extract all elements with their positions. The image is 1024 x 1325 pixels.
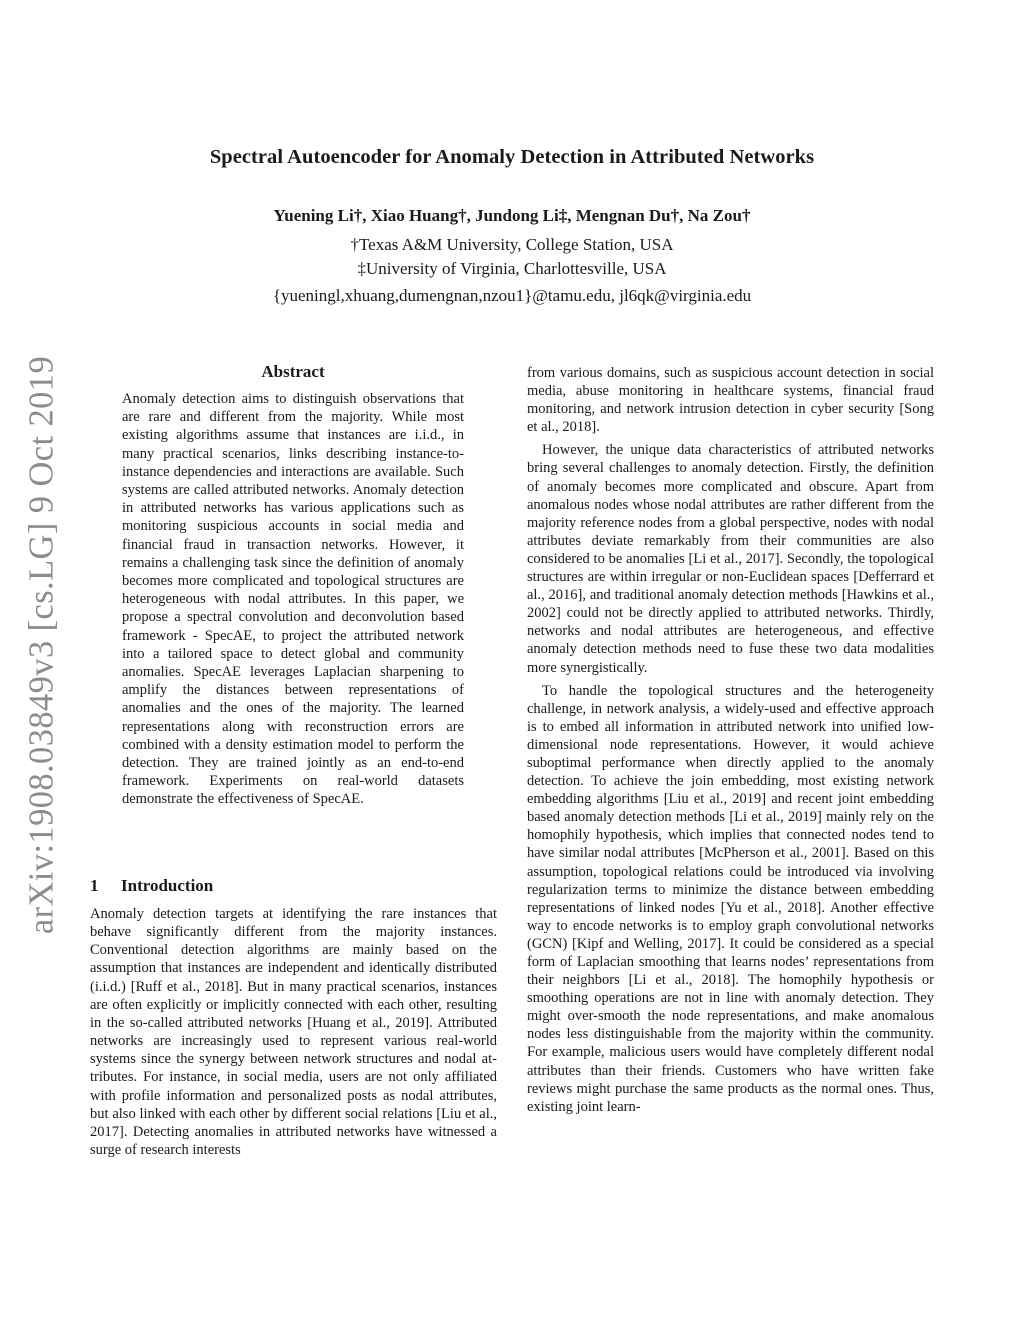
section-heading-introduction (90, 876, 213, 896)
author-emails: {yueningl,xhuang,dumengnan,nzou1}@tamu.edu, jl6qk@virginia.edu (272, 286, 752, 305)
section-title: Introduction (121, 876, 214, 895)
affiliation-tamu: †Texas A&M University, College Station, USA (350, 235, 674, 254)
right-column (527, 364, 934, 1116)
affiliation-uva: ‡University of Virginia, Charlottesville, USA (357, 259, 667, 278)
intro-paragraph-embedding: To handle the topological structures and the heterogeneity challenge, in network analysis, a widely-used and effective approach is to embed all information in attributed network into unified low-dimensional node representations. However, it would achieve suboptimal performance when directly applied to the anomaly detection. To achieve the join embedding, most existing network embedding algorithms [Liu et al., 2019] and recent joint embedding based anomaly detection methods [Li et al., 2019] mainly rely on the homophily hypothesis, which implies that connected nodes tend to have similar nodal attributes [McPherson et al., 2001]. Based on this assumption, topological relations could be introduced via involving regularization terms to minimize the distance between embedding representations of linked nodes [Yu et al., 2018]. Another effective way to encode networks is to employ graph convolutional networks (GCN) [Kipf and Welling, 2017]. It could be considered as a special form of Laplacian smoothing that learns nodes’ representations from their neighbors [Li et al., 2018]. The homophily hypothesis or smoothing operations are not in line with anomaly detection. They might over-smooth the node representations, and make anomalous nodes less distinguishable from the majority within the community. For example, malicious users would have completely different nodal attributes than their friends. Customers who have written fake reviews might purchase the same products as the normal ones. Thus, existing joint learn- (527, 682, 934, 1115)
intro-paragraph: Anomaly detection targets at identifying the rare instances that behave significantly different from the majority instances. Conventional detection algorithms are mainly based on the assumption that instances are independent and identically distributed (i.i.d.) [Ruff et al., 2018]. But in many practical scenarios, instances are often explicitly or implicitly connected with each other, resulting in the so-called attributed networks [Huang et al., 2019]. Attributed networks are increasingly used to represent various real-world systems since the synergy between network structures and nodal attributes. For instance, in social media, users are not only affiliated with profile information and personalized posts as nodal attributes, but also linked with each other by different social relations [Liu et al., 2017]. Detecting anomalies in attributed networks have witnessed a surge of research interests (90, 906, 497, 1159)
introduction-left-column (90, 905, 497, 1159)
intro-paragraph-challenges: However, the unique data characteristics of attributed networks bring several challenges to anomaly detection. Firstly, the definition of anomaly becomes more complicated and obscure. Apart from anomalous nodes whose nodal attributes are rather different from the majority reference nodes from a global perspective, nodes with nodal attributes deviate remarkably from their communities are also considered to be anomalies [Li et al., 2017]. Secondly, the topological structures are within irregular or non-Euclidean spaces [Defferrard et al., 2016], and traditional anomaly detection methods [Hawkins et al., 2002] could not be directly applied to attributed networks. Thirdly, networks and nodal attributes are heterogeneous, and effective anomaly detection methods need to fuse these two data modalities more synergistically. (527, 442, 934, 676)
abstract-paragraph: Anomaly detection aims to distinguish observations that are rare and different from the majority. While most existing algorithms assume that instances are i.i.d., in many practical scenarios, links describing instance-to-instance dependencies and interactions are available. Such systems are called attributed networks. Anomaly detection in attributed networks has various applications such as monitoring suspicious accounts in social media and financial fraud in transaction networks. However, it remains a challenging task since the definition of anomaly becomes more complicated and topological structures are heterogeneous with nodal attributes. In this paper, we propose a spectral convolution and deconvolution based framework - SpecAE, to project the attributed network into a tailored space to detect global and community anomalies. SpecAE leverages Laplacian sharpening to amplify the distances between representations of anomalies and the ones of the majority. The learned representations along with reconstruction errors are combined with a density estimation model to perform the detection. They are trained jointly as an end-to-end framework. Experiments on real-world datasets demonstrate the effectiveness of SpecAE. (122, 391, 464, 808)
paper-title: Spectral Autoencoder for Anomaly Detection in Attributed Networks (209, 146, 815, 168)
author-list: Yuening Li†, Xiao Huang†, Jundong Li‡, Mengnan Du†, Na Zou† (273, 206, 751, 225)
section-number: 1 (90, 876, 99, 895)
abstract-body (122, 390, 464, 809)
intro-paragraph-continued: from various domains, such as suspicious account detection in social media, abuse monitoring in healthcare systems, financial fraud monitoring, and network intrusion detection in cyber security [Song et al., 2018]. (527, 365, 934, 436)
arxiv-identifier: arXiv:1908.03849v3 [cs.LG] 9 Oct 2019 (22, 355, 61, 935)
abstract-heading: Abstract (261, 362, 325, 381)
